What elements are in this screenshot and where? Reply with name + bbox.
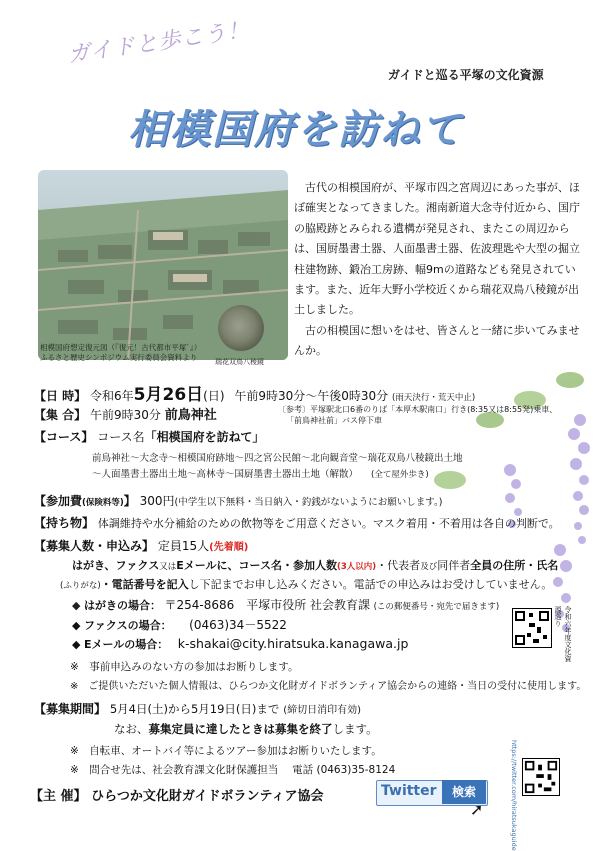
apply-capacity: 定員15人 <box>157 539 210 553</box>
period-row <box>34 700 361 717</box>
period-note-2: ※ 問合せ先は、社会教育課文化財保護担当 電話 (0463)35-8124 <box>70 764 396 776</box>
fee-label: 【参加費 <box>34 494 83 508</box>
items-text: 体調維持や水分補給のための飲物等をご用意ください。マスク着用・不着用は各自の判断で。 <box>97 517 560 530</box>
bullet-icon: ◆ <box>72 619 81 632</box>
fee-label-sub: (保険料等) <box>82 498 124 508</box>
apply-line1-c: Eメールに、コース名・参加人数 <box>176 559 337 572</box>
qr-caption: 令和六年度文化資源巡り <box>554 606 572 662</box>
postcard-value: 〒254-8686 平塚市役所 社会教育課 <box>164 598 371 612</box>
qr-code-icon <box>512 608 552 648</box>
course-name: 「相模国府を訪ねて」 <box>144 430 265 444</box>
meeting-place: 前鳥神社 <box>164 408 217 423</box>
apply-row <box>34 537 248 554</box>
period-line2-a: なお、 <box>114 722 149 736</box>
meeting-row <box>34 404 217 423</box>
email-label: Eメールの場合： <box>83 638 169 651</box>
course-route-2: ～人面墨書土器出土地～高林寺～国厨墨書土器出土地（解散） <box>92 469 359 480</box>
intro-paragraph-2: 古の相模国に想いをはせ、皆さんと一緒に歩いてみませんか。 <box>294 323 580 358</box>
items-row <box>34 514 560 531</box>
period-note-1: ※ 自転車、オートバイ等によるツアー参加はお断りいたします。 <box>70 745 382 757</box>
period-line2-b: 募集定員に達したときは募集を終了 <box>148 722 333 736</box>
apply-line1-f: 及び <box>420 562 438 572</box>
apply-note-2: ※ ご提供いただいた個人情報は、ひらつか文化財ガイドボランティア協会からの連絡・当日の受付に使用します。 <box>70 681 587 692</box>
course-label: 【コース】 <box>34 430 94 444</box>
meeting-note-line1: 〔参考〕平塚駅北口6番のりば「本厚木駅南口」行き(8:35又は8:55発)乗車、 <box>278 405 558 414</box>
map-caption-line2: ふるさと歴史シンポジウム実行委員会資料より <box>40 353 198 362</box>
fee-label-end: 】 <box>123 494 136 508</box>
period-line2-c: します。 <box>332 722 378 736</box>
apply-line2-c: し下記までお申し込みください。電話での申込みはお受けしていません。 <box>188 578 553 591</box>
period-text: 5月4日(土)から5月19日(日)まで <box>109 702 280 716</box>
items-label: 【持ち物】 <box>34 516 95 530</box>
apply-line2 <box>60 576 552 592</box>
email-row <box>72 636 408 652</box>
apply-line1-d: (3人以内) <box>337 562 377 572</box>
organizer-row <box>30 785 324 804</box>
fax-value: (0463)34－5522 <box>189 618 287 632</box>
apply-line2-a: (ふりがな) <box>60 581 101 591</box>
apply-line1-h: 全員の住所・氏名 <box>470 559 559 572</box>
date-weather: (雨天決行・荒天中止) <box>392 393 476 403</box>
slogan: ガイドと歩こう！ <box>66 17 252 69</box>
twitter-label: Twitter <box>381 783 437 799</box>
fax-row <box>72 616 287 633</box>
meeting-label: 【集 合】 <box>34 408 87 422</box>
fee-row <box>34 492 442 509</box>
course-route-1: 前鳥神社～大念寺～相模国府跡地～四之宮公民館～北向観音堂～瑞花双鳥八稜鏡出土地 <box>92 453 463 464</box>
meeting-time: 午前9時30分 <box>90 408 161 422</box>
bullet-icon: ◆ <box>72 599 81 612</box>
postcard-note: (この郵便番号・宛先で届きます) <box>373 602 500 612</box>
organizer-name: ひらつか文化財ガイドボランティア協会 <box>91 789 324 804</box>
course-route-2-row <box>92 466 429 480</box>
cursor-icon: ➚ <box>470 800 484 819</box>
apply-order: (先着順) <box>209 542 249 553</box>
subtitle: ガイドと巡る平塚の文化資源 <box>388 68 544 82</box>
bullet-icon: ◆ <box>72 638 81 651</box>
period-postmark: (締切日消印有効) <box>283 705 362 716</box>
date-weekday: (日) <box>203 389 225 403</box>
apply-line1-b: 又は <box>159 562 177 572</box>
apply-line1 <box>72 557 558 573</box>
apply-line2-b: ・電話番号を記入 <box>100 578 189 591</box>
organizer-label: 【主 催】 <box>30 789 87 804</box>
fax-label: ファクスの場合： <box>83 619 172 632</box>
meeting-note-line2: 「前鳥神社前」バス停下車 <box>286 416 382 425</box>
intro-text <box>294 178 584 362</box>
apply-line1-a: はがき、ファクス <box>72 559 160 572</box>
date-monthday: 5月26日 <box>133 385 204 405</box>
twitter-url[interactable]: https://twitter.com/hiratsukaguide <box>510 740 518 851</box>
date-row <box>34 380 475 405</box>
search-button[interactable]: 検索 <box>442 780 486 804</box>
fee-amount: 300円 <box>139 494 175 508</box>
mirror-photo <box>218 305 264 351</box>
page-title: 相模国府を訪ねて <box>128 107 463 153</box>
meeting-note <box>278 404 557 426</box>
period-line2 <box>114 721 378 737</box>
apply-note-1: ※ 事前申込みのない方の参加はお断りします。 <box>70 661 299 673</box>
email-value[interactable]: k-shakai@city.hiratsuka.kanagawa.jp <box>177 636 409 651</box>
apply-line1-g: 同伴者 <box>437 559 471 572</box>
map-caption-line1: 相模国府想定復元図（『復元！古代都市平塚ﾞ』） <box>40 343 202 352</box>
date-time: 午前9時30分～午後0時30分 <box>234 389 389 403</box>
fee-note: (中学生以下無料・当日納入・釣銭がないようにお願いします。) <box>174 497 443 508</box>
course-route-note: (全て屋外歩き) <box>371 470 429 480</box>
date-label: 【日 時】 <box>34 389 87 403</box>
apply-label: 【募集人数・申込み】 <box>34 539 155 553</box>
postcard-row <box>72 596 499 613</box>
course-name-prefix: コース名 <box>97 430 145 444</box>
map-caption <box>40 343 201 363</box>
postcard-label: はがきの場合： <box>83 599 161 612</box>
twitter-qr-code-icon <box>522 758 560 796</box>
intro-paragraph-1: 古代の相模国府が、平塚市四之宮周辺にあった事が、ほぼ確実となってきました。湘南新道大念寺付近から、国庁の脇殿跡とみられる遺構が発見され、またこの周辺からは、国厨墨書土器、人面墨書土器、佐波理匙や大型の掘立柱建物跡、鍛冶工房跡、幅9mの道路なども発見されています。また、近年大野小学校近くから瑞花双鳥八稜鏡が出土しました。 <box>294 181 580 317</box>
course-row <box>34 428 264 445</box>
apply-line1-e: ・代表者 <box>376 559 421 572</box>
mirror-caption: 瑞花双鳥八稜鏡 <box>215 358 264 366</box>
date-era: 令和6年 <box>90 389 134 403</box>
period-label: 【募集期間】 <box>34 702 107 716</box>
